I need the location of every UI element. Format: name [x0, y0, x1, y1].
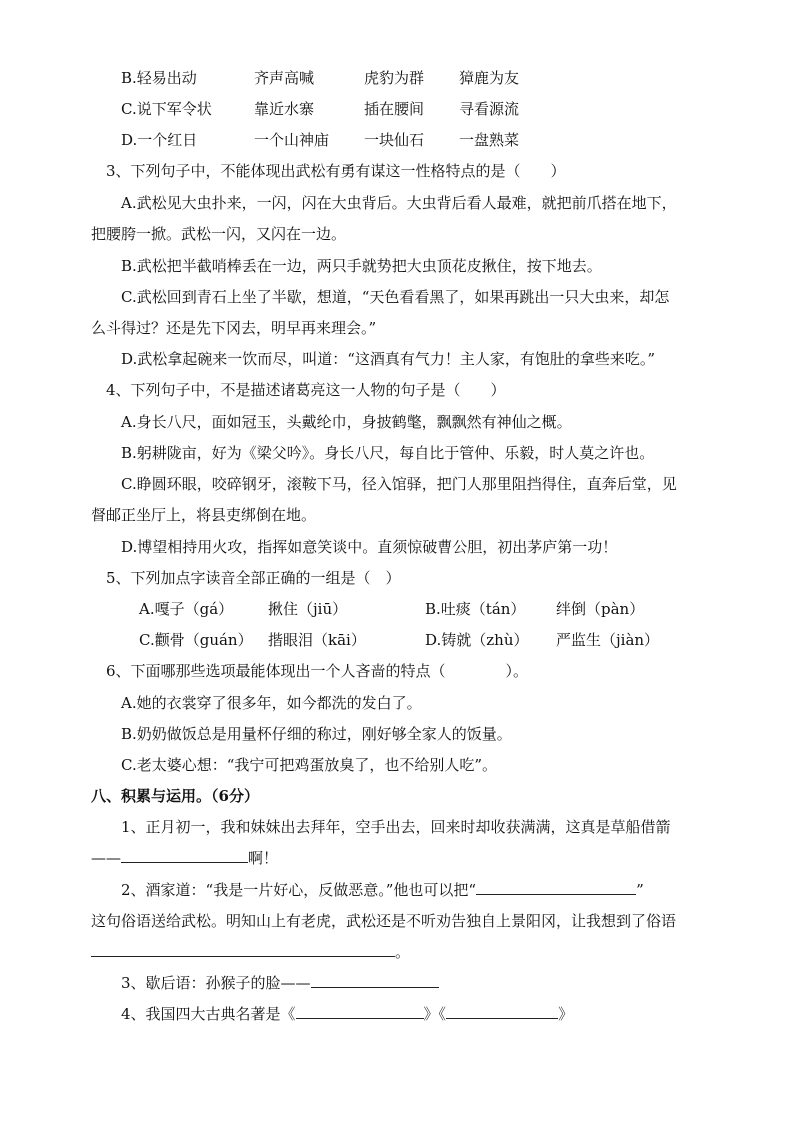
q6-option-b: B.奶奶做饭总是用量杯仔细的称过，刚好够全家人的饭量。: [121, 725, 512, 743]
fill-1-dash: ——: [91, 849, 121, 867]
question-4: 4、下列句子中，不是描述诸葛亮这一人物的句子是（ ）: [106, 381, 506, 399]
fill-2-line2: 这句俗语送给武松。明知山上有老虎，武松还是不听劝告独自上景阳冈，让我想到了俗语: [91, 912, 677, 930]
option-d-word-3: 一块仙石: [364, 131, 425, 149]
q5-option-c-1: C.颧骨（guán）: [139, 631, 253, 649]
q5-option-b-1: B.吐痰（tán）: [425, 600, 526, 618]
q5-option-c-2: 揩眼泪（kāi）: [268, 631, 366, 649]
q5-option-d-2: 严监生（jiàn）: [556, 631, 660, 649]
option-d-word-2: 一个山神庙: [254, 131, 330, 149]
option-b-label: B.轻易出动: [121, 69, 197, 87]
fill-2-period: 。: [395, 943, 411, 961]
option-b-word-3: 虎豹为群: [364, 69, 425, 87]
option-d-label: D.一个红日: [121, 131, 198, 149]
option-b-word-4: 獐鹿为友: [459, 69, 520, 87]
option-d-word-4: 一盘熟菜: [459, 131, 520, 149]
option-b-word-2: 齐声高喊: [254, 69, 315, 87]
q5-option-d-1: D.铸就（zhù）: [425, 631, 529, 649]
fill-2-line3: [91, 942, 410, 962]
q4-option-c-line2: 督邮正坐厅上，将县吏绑倒在地。: [91, 506, 317, 524]
section-8-heading: 八、积累与运用。（6分）: [91, 787, 259, 805]
fill-4-blank-2[interactable]: [446, 1004, 558, 1019]
fill-1-line2: [91, 848, 278, 868]
q5-option-b-2: 绊倒（pàn）: [556, 600, 645, 618]
question-5: 5、下列加点字读音全部正确的一组是（ ）: [106, 569, 401, 587]
fill-2-prefix: 2、酒家道：“我是一片好心，反做恶意。”他也可以把“: [121, 881, 477, 899]
q4-option-b: B.躬耕陇亩，好为《梁父吟》。身长八尺，每自比于管仲、乐毅，时人莫之许也。: [121, 444, 655, 462]
q3-option-d: D.武松拿起碗来一饮而尽，叫道：“这酒真有气力！主人家，有饱肚的拿些来吃。”: [121, 350, 656, 368]
fill-4-mid: 》《: [423, 1005, 447, 1023]
q3-option-b: B.武松把半截哨棒丢在一边，两只手就势把大虫顶花皮揪住，按下地去。: [121, 257, 602, 275]
q4-option-d: D.博望相持用火攻，指挥如意笑谈中。直须惊破曹公胆，初出茅庐第一功！: [121, 538, 618, 556]
option-c-word-3: 插在腰间: [364, 100, 425, 118]
q4-option-a: A.身长八尺，面如冠玉，头戴纶巾，身披鹤氅，飘飘然有神仙之概。: [121, 413, 572, 431]
fill-4-line: [121, 1004, 573, 1024]
fill-2-blank-2[interactable]: [91, 942, 395, 957]
q5-option-a-2: 揪住（jiū）: [268, 600, 348, 618]
q6-option-a: A.她的衣裳穿了很多年，如今都洗的发白了。: [121, 694, 422, 712]
q3-option-a-line1: A.武松见大虫扑来，一闪，闪在大虫背后。大虫背后看人最难，就把前爪搭在地下，: [121, 194, 677, 212]
question-6: 6、下面哪那些选项最能体现出一个人吝啬的特点（ ）。: [106, 662, 529, 680]
fill-4-suffix: 》: [558, 1005, 574, 1023]
fill-4-prefix: 4、我国四大古典名著是《: [121, 1005, 296, 1023]
q3-option-c-line1: C.武松回到青石上坐了半歇，想道，“天色看看黑了，如果再跳出一只大虫来，却怎: [121, 288, 670, 306]
option-c-label: C.说下军令状: [121, 100, 212, 118]
q5-option-a-1: A.嘎子（gá）: [139, 600, 234, 618]
option-c-word-4: 寻看源流: [459, 100, 520, 118]
fill-2-quote-close: ”: [636, 881, 644, 899]
question-3: 3、下列句子中，不能体现出武松有勇有谋这一性格特点的是（ ）: [106, 162, 566, 180]
fill-1-line1: 1、正月初一，我和妹妹出去拜年，空手出去，回来时却收获满满，这真是草船借箭: [121, 818, 671, 836]
q3-option-a-line2: 把腰胯一掀。武松一闪，又闪在一边。: [91, 225, 347, 243]
fill-3-blank[interactable]: [311, 973, 439, 988]
fill-2-blank-1[interactable]: [476, 880, 636, 895]
q4-option-c-line1: C.睁圆环眼，咬碎钢牙，滚鞍下马，径入馆驿，把门人那里阻挡得住，直奔后堂，见: [121, 475, 677, 493]
fill-3-prefix: 3、歇后语：孙猴子的脸——: [121, 974, 311, 992]
q6-option-c: C.老太婆心想：“我宁可把鸡蛋放臭了，也不给别人吃”。: [121, 756, 498, 774]
q3-option-c-line2: 么斗得过？还是先下冈去，明早再来理会。”: [91, 319, 377, 337]
fill-3-line: [121, 973, 439, 993]
fill-1-blank[interactable]: [121, 848, 248, 863]
fill-1-suffix: 啊！: [248, 849, 279, 867]
option-c-word-2: 靠近水寨: [254, 100, 315, 118]
fill-2-line1: [121, 880, 644, 900]
fill-4-blank-1[interactable]: [296, 1004, 424, 1019]
